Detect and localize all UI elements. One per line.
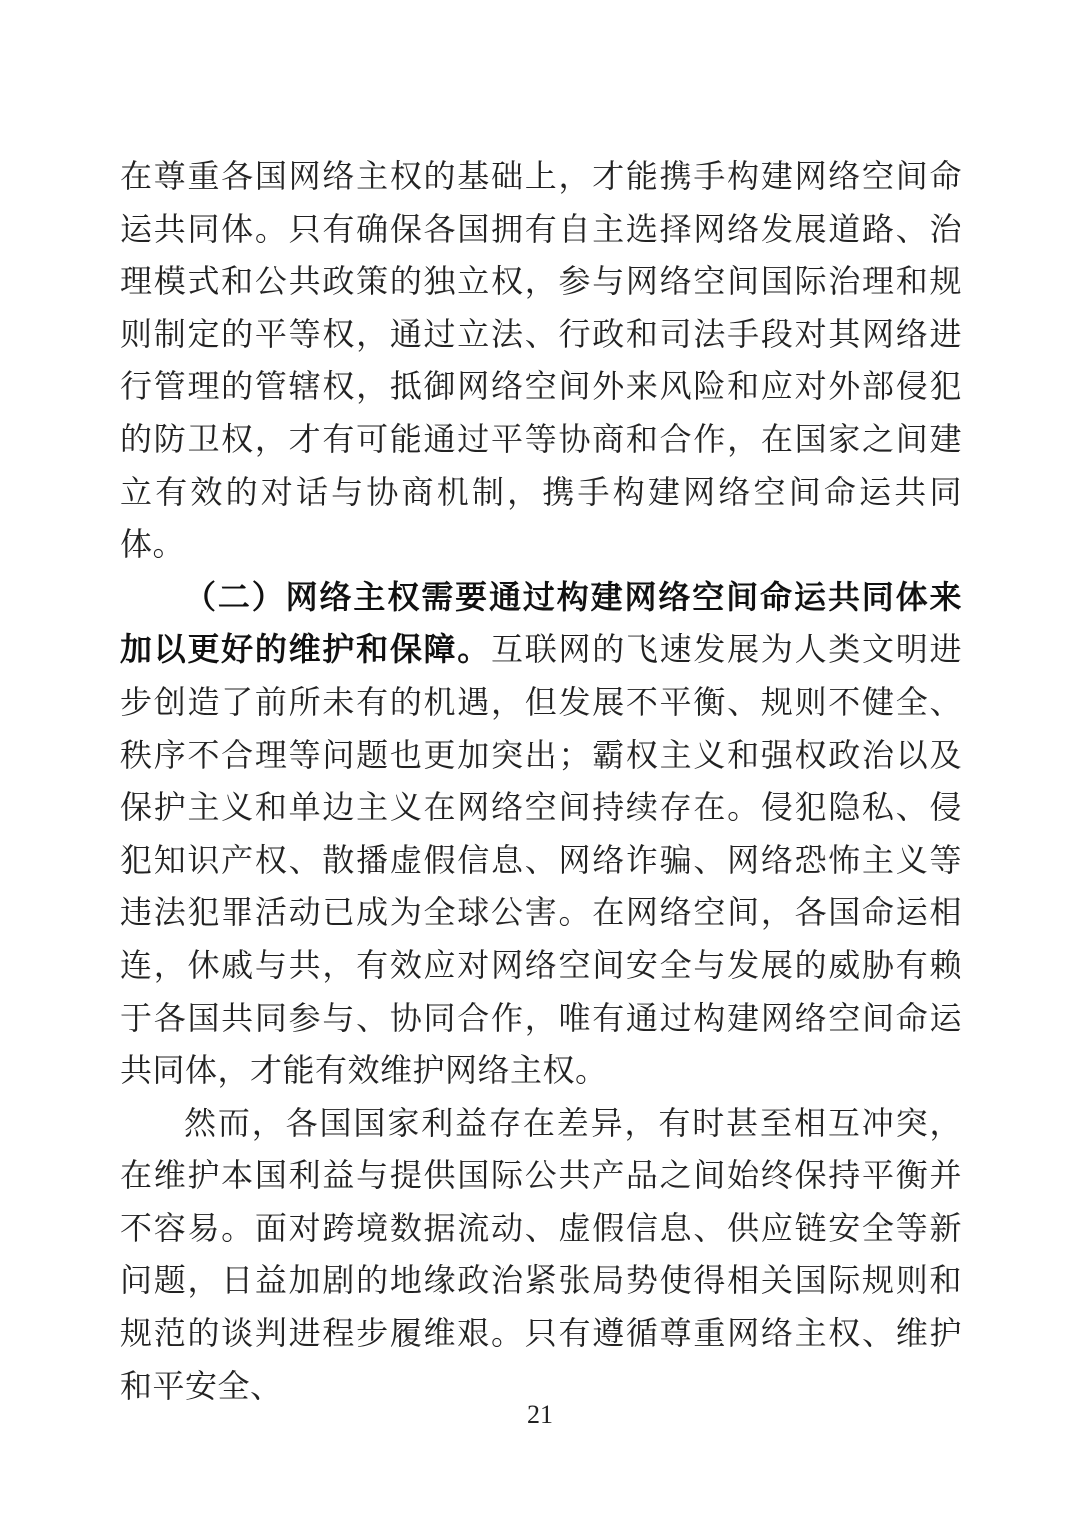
section-heading: （二）网络主权需要通过构建网络空间命运共同体来加以更好的维护和保障。 [120, 577, 962, 669]
paragraph-3: 然而，各国国家利益存在差异，有时甚至相互冲突，在维护本国利益与提供国际公共产品之间始终保持平衡并不容易。面对跨境数据流动、虚假信息、供应链安全等新问题，日益加剧的地缘政治紧张局势使得相关国际规则和规范的谈判进程步履维艰。只有遵循尊重网络主权、维护和平安全、 [120, 1103, 962, 1405]
paragraph-1: 在尊重各国网络主权的基础上，才能携手构建网络空间命运共同体。只有确保各国拥有自主选择网络发展道路、治理模式和公共政策的独立权，参与网络空间国际治理和规则制定的平等权，通过立法、行政和司法手段对其网络进行管理的管辖权，抵御网络空间外来风险和应对外部侵犯的防卫权，才有可能通过平等协商和合作，在国家之间建立有效的对话与协商机制，携手构建网络空间命运共同体。 [120, 157, 962, 564]
body-text [120, 150, 962, 1412]
paragraph-2 [120, 571, 962, 1097]
paragraph-2-body: 互联网的飞速发展为人类文明进步创造了前所未有的机遇，但发展不平衡、规则不健全、秩序不合理等问题也更加突出；霸权主义和强权政治以及保护主义和单边主义在网络空间持续存在。侵犯隐私、侵犯知识产权、散播虚假信息、网络诈骗、网络恐怖主义等违法犯罪活动已成为全球公害。在网络空间，各国命运相连，休戚与共，有效应对网络空间安全与发展的威胁有赖于各国共同参与、协同合作，唯有通过构建网络空间命运共同体，才能有效维护网络主权。 [120, 630, 962, 1090]
page-number: 21 [527, 1400, 553, 1429]
